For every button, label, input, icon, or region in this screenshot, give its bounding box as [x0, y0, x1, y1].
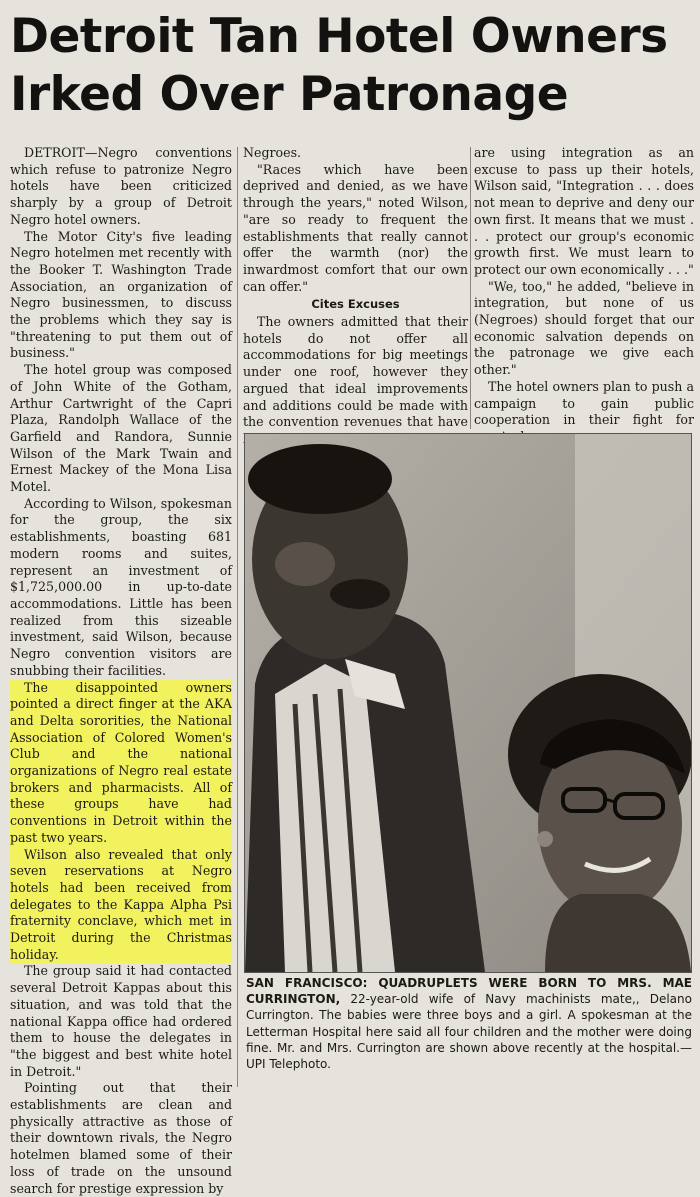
column-rule: [470, 147, 471, 429]
highlighted-paragraph: Wilson also revealed that only seven reservations at Negro hotels had been received from delegates to the Kappa Alpha Psi fraternity conclave, which met in Detroit during the Christmas holiday.: [10, 846, 232, 962]
headline-line-1: Detroit Tan Hotel Owners: [10, 9, 668, 64]
highlighted-paragraph: The disappointed owners pointed a direct finger at the AKA and Delta sororities, the National Association of Colored Women's Club and the national organizations of Negro real estate brokers and pharmacists. All of these groups have had conventions in Detroit within the past two years.: [10, 679, 232, 845]
paragraph: The group said it had contacted several Detroit Kappas about this situation, and was told that the national Kappa office had ordered them to house the delegates in "the biggest and best white hotel in Detroit.": [10, 963, 232, 1079]
paragraph: Negroes.: [243, 145, 302, 160]
headline-line-2: Irked Over Patronage: [10, 67, 569, 122]
article-column-1: [10, 145, 232, 1197]
paragraph: "We, too," he added, "believe in integration, but none of us (Negroes) should forget that our economic salvation depends on the patronage we give each other.": [474, 278, 694, 378]
article-column-3: [474, 145, 694, 446]
paragraph: DETROIT—Negro conventions which refuse to patronize Negro hotels have been criticized sharply by a group of Detroit Negro hotel owners.: [10, 145, 232, 227]
paragraph: The hotel owners plan to push a campaign to gain public cooperation in their fight for: [474, 378, 694, 428]
headline: [10, 8, 692, 124]
paragraph: According to Wilson, spokesman for the group, the six establishments, boasting 681 modern rooms and suites, represent an investment of $1,725,000.00 in up-to-date accommodations. Little has been realized from this sizeable investment, said Wilson, because Negro convention visitors are snubbing their facilities.: [10, 495, 232, 678]
paragraph: The hotel group was composed of John White of the Gotham, Arthur Cartwright of the Capri Plaza, Randolph Wallace of the Garfield and Randora, Sunnie Wilson of the Mark Twain and Ernest Mackey of the Mona Lisa Motel.: [10, 362, 232, 495]
photo-illustration: [245, 434, 691, 972]
paragraph: The Motor City's five leading Negro hotelmen met recently with the Booker T. Washington Trade Association, an organization of Negro businessmen, to discuss the problems which they say is "threatening to put them out of business.": [10, 228, 232, 361]
column-rule: [237, 147, 238, 1087]
paragraph: Pointing out that their establishments are clean and physically attractive as those of their downtown rivals, the Negro hotelmen blamed some of their loss of trade on the unsound search for prestige expression by: [10, 1080, 232, 1196]
caption-lead: SAN FRANCISCO: QUADRUPLETS WERE BORN TO MRS. MAE CURRINGTON,: [246, 976, 692, 1007]
article-column-2: [243, 145, 468, 464]
paragraph: The owners admitted that their hotels do not offer all accommodations for big meetings under one roof, however they argued that ideal improvements and additions could be made with the convention revenues that have: [243, 314, 468, 430]
caption-body: 22-year-old wife of Navy machinists mate,, Delano Currington. The babies were three boys and a girl. A spokesman at the Letterman Hospital here said all four children and the mother were doing fine. Mr. and Mrs. Currington are shown above recently at the hospital.—UPI Telephoto.: [246, 992, 692, 1072]
paragraph: "Races which have been deprived and denied, as we have through the years," noted Wilson, "are so ready to frequent the establishments that really cannot offer the warmth (nor) the inwardmost comfort that our own can offer.": [243, 161, 468, 294]
news-photo: [244, 433, 692, 973]
photo-caption: [246, 975, 692, 1072]
paragraph: are using integration as an excuse to pass up their hotels, Wilson said, "Integration . . . does not mean to deprive and deny our own first. It means that we must . . . protect our group's economic growth first. We must learn to protect our own economically . . .": [474, 145, 694, 277]
subheading: Cites Excuses: [311, 297, 400, 312]
